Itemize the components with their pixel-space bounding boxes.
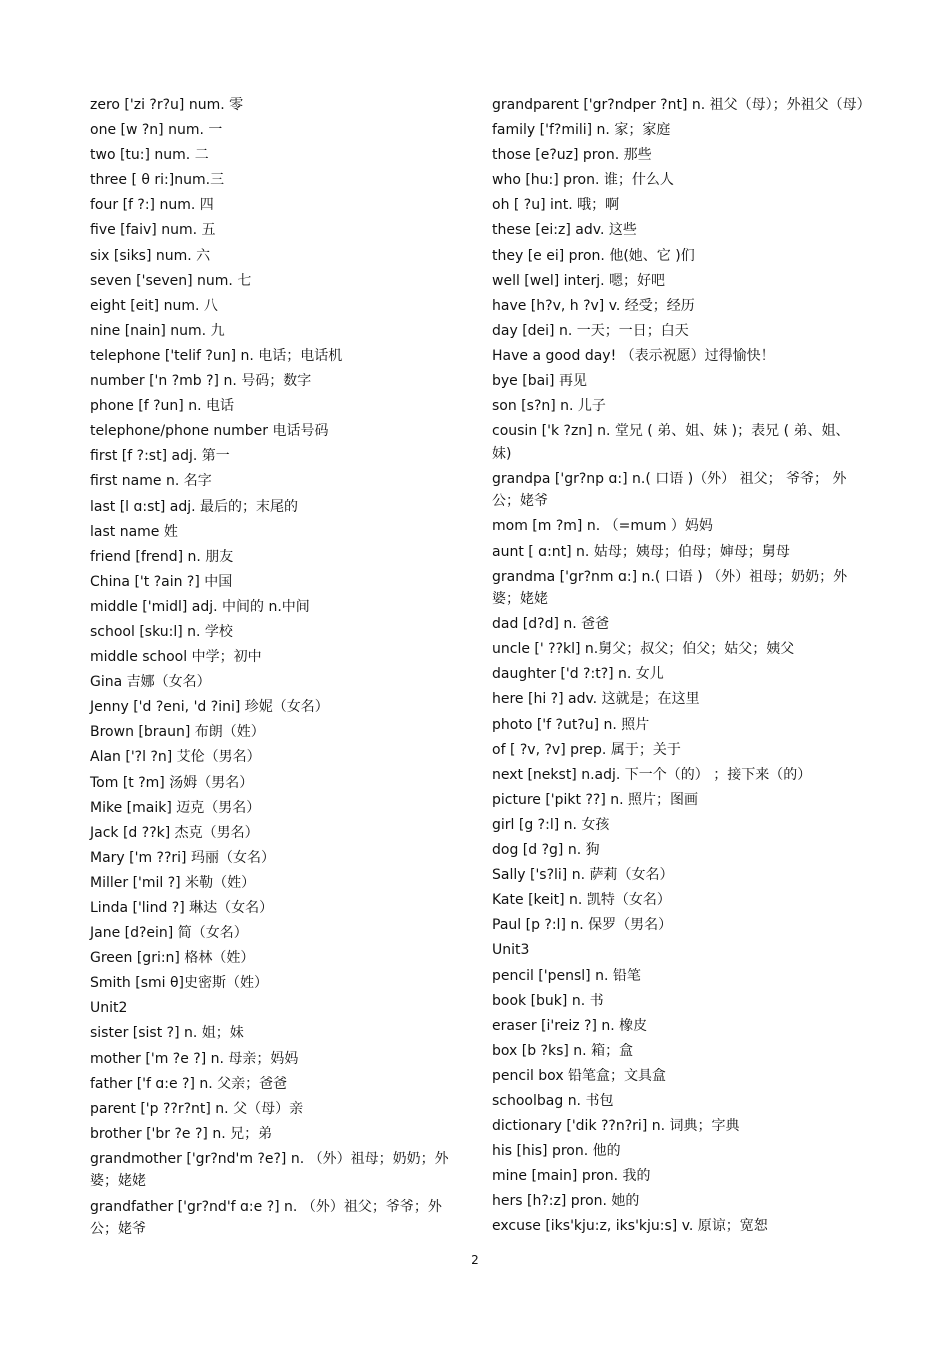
vocab-entry: grandfather ['gr?nd'f ɑ:e ?] n. （外）祖父；爷爷；外公；姥爷 [90, 1198, 442, 1238]
vocab-entry: five [faiv] num. 五 [90, 222, 216, 239]
vocab-entry: Green [gri:n] 格林（姓） [90, 950, 255, 967]
vocab-entry: four [f ?:] num. 四 [90, 197, 214, 214]
vocab-entry: excuse [iks'kju:z, iks'kju:s] v. 原谅；宽恕 [492, 1218, 768, 1235]
vocab-entry: daughter ['d ?:t?] n. 女儿 [492, 666, 664, 683]
vocab-entry: mother ['m ?e ?] n. 母亲；妈妈 [90, 1050, 299, 1067]
vocab-entry: those [e?uz] pron. 那些 [492, 147, 652, 164]
vocab-entry: grandpa ['gr?np ɑ:] n.( 口语 )（外） 祖父； 爷爷； 外公；姥爷 [492, 470, 847, 510]
vocab-entry: Kate [keit] n. 凯特（女名） [492, 892, 671, 909]
vocab-entry: three [ θ ri:]num.三 [90, 172, 225, 189]
vocab-entry: parent ['p ??r?nt] n. 父（母）亲 [90, 1100, 304, 1117]
vocab-entry: day [dei] n. 一天；一日；白天 [492, 322, 689, 339]
vocab-entry: grandma ['gr?nm ɑ:] n.( 口语 ) （外）祖母；奶奶；外婆；姥姥 [492, 568, 848, 608]
vocab-entry: school [sku:l] n. 学校 [90, 623, 233, 640]
vocab-entry: family ['f?mili] n. 家；家庭 [492, 122, 671, 139]
vocab-entry: schoolbag n. 书包 [492, 1092, 614, 1109]
vocab-entry: father ['f ɑ:e ?] n. 父亲；爸爸 [90, 1075, 288, 1092]
vocab-entry: book [buk] n. 书 [492, 992, 604, 1009]
vocab-entry: Tom [t ?m] 汤姆（男名） [90, 774, 254, 791]
vocab-entry: Jack [d ??k] 杰克（男名） [90, 824, 259, 841]
vocab-entry: mine [main] pron. 我的 [492, 1168, 651, 1185]
vocab-entry: well [wel] interj. 嗯；好吧 [492, 272, 666, 289]
vocab-entry: have [h?v, h ?v] v. 经受；经历 [492, 297, 695, 314]
vocab-entry: eraser [i'reiz ?] n. 橡皮 [492, 1017, 648, 1034]
vocab-entry: Unit3 [492, 942, 530, 959]
vocab-entry: dad [d?d] n. 爸爸 [492, 616, 610, 633]
vocab-entry: photo ['f ?ut?u] n. 照片 [492, 716, 650, 733]
vocab-entry: brother ['br ?e ?] n. 兄；弟 [90, 1125, 273, 1142]
vocab-entry: last [l ɑ:st] adj. 最后的；末尾的 [90, 498, 299, 515]
vocab-entry: two [tu:] num. 二 [90, 147, 209, 164]
vocab-entry: girl [g ?:l] n. 女孩 [492, 816, 610, 833]
vocab-entry: Miller ['mil ?] 米勒（姓） [90, 874, 256, 891]
vocab-entry: Smith [smi θ]史密斯（姓） [90, 975, 268, 992]
vocab-entry: sister [sist ?] n. 姐；妹 [90, 1025, 244, 1042]
vocab-entry: Jane [d?ein] 简（女名） [90, 925, 248, 942]
vocab-entry: uncle [' ??kl] n.舅父；叔父；伯父；姑父；姨父 [492, 641, 795, 658]
vocab-entry: Unit2 [90, 1000, 128, 1017]
vocab-entry: zero ['zi ?r?u] num. 零 [90, 97, 244, 113]
vocab-entry: telephone/phone number 电话号码 [90, 423, 329, 440]
vocab-entry: last name 姓 [90, 523, 178, 540]
vocab-entry: these [ei:z] adv. 这些 [492, 222, 637, 239]
vocab-entry: who [hu:] pron. 谁；什么人 [492, 172, 674, 189]
vocab-entry: Have a good day! （表示祝愿）过得愉快！ [492, 347, 775, 364]
vocab-entry: dictionary ['dik ??n?ri] n. 词典；字典 [492, 1118, 740, 1135]
vocab-entry: dog [d ?g] n. 狗 [492, 842, 600, 859]
vocab-entry: of [ ?v, ?v] prep. 属于；关于 [492, 741, 681, 758]
vocab-entry: next [nekst] n.adj. 下一个（的） ；接下来（的） [492, 766, 812, 783]
vocab-entry: Mike [maik] 迈克（男名） [90, 799, 261, 816]
vocab-entry: seven ['seven] num. 七 [90, 272, 252, 289]
vocab-entry: number ['n ?mb ?] n. 号码；数字 [90, 373, 312, 390]
vocab-entry: hers [h?:z] pron. 她的 [492, 1193, 640, 1210]
vocab-entry: they [e ei] pron. 他(她、它 )们 [492, 247, 695, 264]
vocab-entry: box [b ?ks] n. 箱；盒 [492, 1042, 634, 1059]
vocab-entry: son [s?n] n. 儿子 [492, 398, 606, 415]
vocab-entry: Jenny ['d ?eni, 'd ?ini] 珍妮（女名） [90, 699, 329, 716]
vocab-entry: Gina 吉娜（女名） [90, 674, 211, 691]
vocab-entry: mom [m ?m] n. （=mum ）妈妈 [492, 518, 713, 535]
vocab-entry: Sally ['s?li] n. 萨莉（女名） [492, 867, 674, 884]
vocab-entry: pencil box 铅笔盒；文具盒 [492, 1067, 667, 1084]
vocab-entry: Linda ['lind ?] 琳达（女名） [90, 900, 274, 916]
vocab-entry: first [f ?:st] adj. 第一 [90, 448, 230, 465]
page-number: 2 [471, 1253, 479, 1267]
vocab-entry: first name n. 名字 [90, 473, 212, 490]
vocab-entry: Alan ['?l ?n] 艾伦（男名） [90, 749, 261, 766]
vocab-entry: middle school 中学；初中 [90, 649, 262, 666]
vocab-entry: nine [nain] num. 九 [90, 322, 225, 339]
vocab-entry: cousin ['k ?zn] n. 堂兄 ( 弟、姐、妹 )；表兄 ( 弟、姐、妹) [492, 423, 850, 462]
vocab-entry: aunt [ ɑ:nt] n. 姑母；姨母；伯母；婶母；舅母 [492, 543, 790, 560]
vocab-entry: here [hi ?] adv. 这就是；在这里 [492, 691, 700, 708]
vocab-entry: bye [bai] 再见 [492, 373, 587, 390]
vocab-entry: middle ['midl] adj. 中间的 n.中间 [90, 598, 310, 615]
vocab-entry: China ['t ?ain ?] 中国 [90, 573, 233, 590]
right-column [492, 94, 871, 1241]
vocab-entry: picture ['pikt ??] n. 照片；图画 [492, 791, 699, 808]
vocab-entry: his [his] pron. 他的 [492, 1143, 621, 1160]
vocab-entry: eight [eit] num. 八 [90, 297, 218, 314]
vocab-entry: grandparent ['gr?ndper ?nt] n. 祖父（母）；外祖父（母） [492, 97, 871, 113]
vocab-entry: oh [ ?u] int. 哦；啊 [492, 197, 620, 214]
vocab-entry: pencil ['pensl] n. 铅笔 [492, 967, 641, 984]
vocab-entry: Mary ['m ??ri] 玛丽（女名） [90, 849, 275, 866]
vocab-entry: grandmother ['gr?nd'm ?e?] n. （外）祖母；奶奶；外婆；姥姥 [90, 1150, 449, 1190]
vocab-entry: friend [frend] n. 朋友 [90, 548, 234, 565]
vocab-entry: Brown [braun] 布朗（姓） [90, 724, 265, 741]
vocab-entry: one [w ?n] num. 一 [90, 122, 223, 139]
left-column [90, 94, 460, 1243]
vocab-entry: phone [f ?un] n. 电话 [90, 398, 234, 415]
vocab-entry: Paul [p ?:l] n. 保罗（男名） [492, 917, 673, 934]
vocab-entry: telephone ['telif ?un] n. 电话；电话机 [90, 347, 343, 364]
vocab-entry: six [siks] num. 六 [90, 247, 211, 264]
